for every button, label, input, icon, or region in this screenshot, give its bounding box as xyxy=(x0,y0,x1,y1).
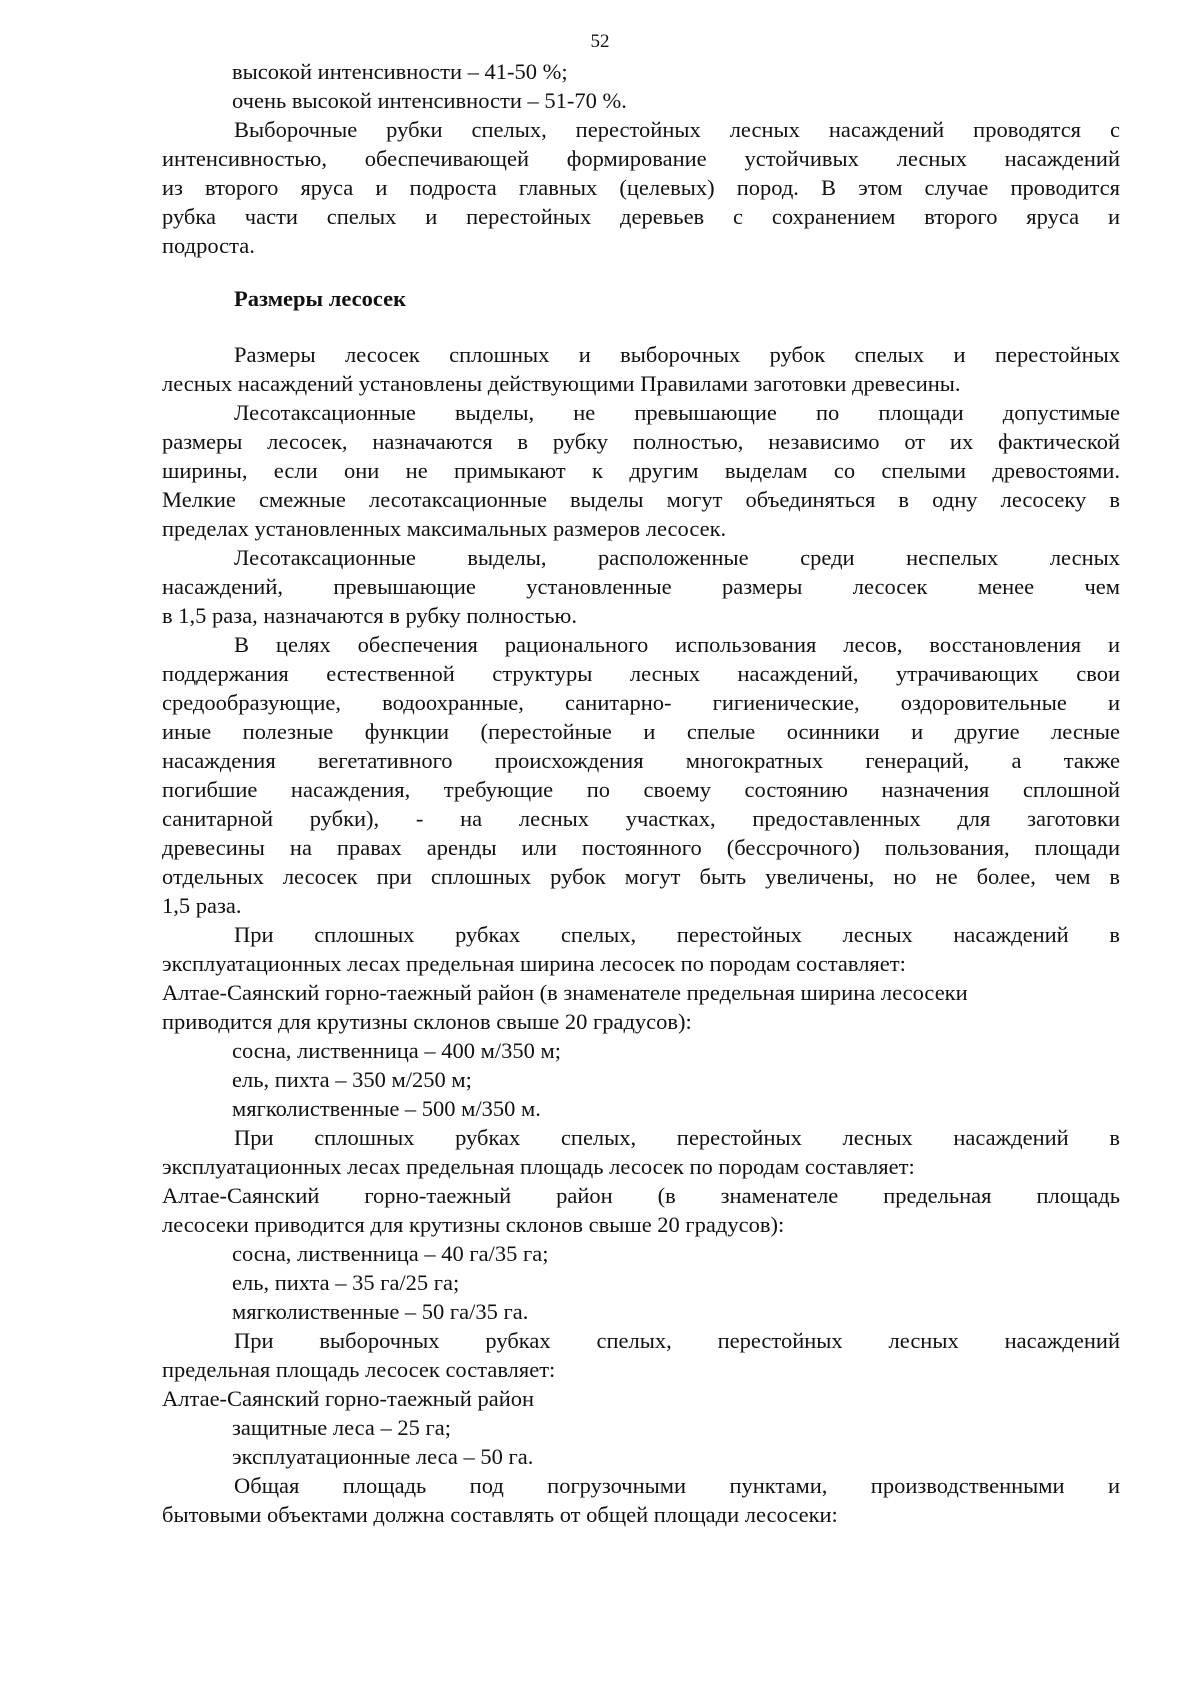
paragraph-line: Мелкие смежные лесотаксационные выделы могут объединяться в одну лесосеку в xyxy=(162,487,1120,512)
paragraph-line: Размеры лесосек сплошных и выборочных рубок спелых и перестойных xyxy=(234,342,1120,367)
paragraph-line: рубка части спелых и перестойных деревьев с сохранением второго яруса и xyxy=(162,204,1120,229)
paragraph-line: Лесотаксационные выделы, не превышающие по площади допустимые xyxy=(234,400,1120,425)
paragraph-line: интенсивностью, обеспечивающей формирование устойчивых лесных насаждений xyxy=(162,146,1120,171)
paragraph-line: размеры лесосек, назначаются в рубку полностью, независимо от их фактической xyxy=(162,429,1120,454)
paragraph-line: поддержания естественной структуры лесных насаждений, утрачивающих свои xyxy=(162,661,1120,686)
paragraph-line: эксплуатационных лесах предельная площадь лесосек по породам составляет: xyxy=(162,1154,915,1179)
paragraph-line: Алтае-Саянский горно-таежный район (в знаменателе предельная ширина лесосеки xyxy=(162,980,968,1005)
paragraph-line: ширины, если они не примыкают к другим выделам со спелыми древостоями. xyxy=(162,458,1120,483)
paragraph-line: В целях обеспечения рационального использования лесов, восстановления и xyxy=(234,632,1120,657)
list-item: защитные леса – 25 га; xyxy=(232,1415,451,1440)
intensity-line: высокой интенсивности – 41-50 %; xyxy=(232,59,568,84)
paragraph-line: Алтае-Саянский горно-таежный район xyxy=(162,1386,535,1411)
paragraph-line: Лесотаксационные выделы, расположенные среди неспелых лесных xyxy=(234,545,1120,570)
paragraph-line: бытовыми объектами должна составлять от общей площади лесосеки: xyxy=(162,1502,838,1527)
list-item: сосна, лиственница – 40 га/35 га; xyxy=(232,1241,549,1266)
paragraph-line: погибшие насаждения, требующие по своему состоянию назначения сплошной xyxy=(162,777,1120,802)
page-number: 52 xyxy=(590,31,610,52)
paragraph-line: пределах установленных максимальных размеров лесосек. xyxy=(162,516,727,541)
paragraph-line: средообразующие, водоохранные, санитарно- гигиенические, оздоровительные и xyxy=(162,690,1120,715)
paragraph-line: Алтае-Саянский горно-таежный район (в знаменателе предельная площадь xyxy=(162,1183,1120,1208)
paragraph-line: из второго яруса и подроста главных (целевых) пород. В этом случае проводится xyxy=(162,175,1120,200)
intensity-line: очень высокой интенсивности – 51-70 %. xyxy=(232,88,627,113)
paragraph-line: отдельных лесосек при сплошных рубок могут быть увеличены, но не более, чем в xyxy=(162,864,1120,889)
paragraph-line: 1,5 раза. xyxy=(162,893,242,918)
paragraph-line: древесины на правах аренды или постоянного (бессрочного) пользования, площади xyxy=(162,835,1120,860)
paragraph-line: лесосеки приводится для крутизны склонов свыше 20 градусов): xyxy=(162,1212,785,1237)
paragraph-line: эксплуатационных лесах предельная ширина лесосек по породам составляет: xyxy=(162,951,906,976)
paragraph-line: подроста. xyxy=(162,233,255,258)
paragraph-line: Общая площадь под погрузочными пунктами, производственными и xyxy=(234,1473,1120,1498)
paragraph-line: При сплошных рубках спелых, перестойных лесных насаждений в xyxy=(234,922,1120,947)
paragraph-line: При сплошных рубках спелых, перестойных лесных насаждений в xyxy=(234,1125,1120,1150)
paragraph-line: лесных насаждений установлены действующими Правилами заготовки древесины. xyxy=(162,371,961,396)
paragraph-line: иные полезные функции (перестойные и спелые осинники и другие лесные xyxy=(162,719,1120,744)
list-item: эксплуатационные леса – 50 га. xyxy=(232,1444,534,1469)
list-item: сосна, лиственница – 400 м/350 м; xyxy=(232,1038,562,1063)
list-item: мягколиственные – 500 м/350 м. xyxy=(232,1096,541,1121)
paragraph-line: Выборочные рубки спелых, перестойных лесных насаждений проводятся с xyxy=(234,117,1120,142)
list-item: ель, пихта – 350 м/250 м; xyxy=(232,1067,472,1092)
paragraph-line: насаждений, превышающие установленные размеры лесосек менее чем xyxy=(162,574,1120,599)
paragraph-line: в 1,5 раза, назначаются в рубку полностью. xyxy=(162,603,577,628)
section-heading: Размеры лесосек xyxy=(234,286,407,311)
paragraph-line: предельная площадь лесосек составляет: xyxy=(162,1357,556,1382)
paragraph-line: насаждения вегетативного происхождения многократных генераций, а также xyxy=(162,748,1120,773)
paragraph-line: санитарной рубки), - на лесных участках, предоставленных для заготовки xyxy=(162,806,1120,831)
list-item: ель, пихта – 35 га/25 га; xyxy=(232,1270,460,1295)
list-item: мягколиственные – 50 га/35 га. xyxy=(232,1299,529,1324)
paragraph-line: При выборочных рубках спелых, перестойных лесных насаждений xyxy=(234,1328,1120,1353)
paragraph-line: приводится для крутизны склонов свыше 20 градусов): xyxy=(162,1009,692,1034)
